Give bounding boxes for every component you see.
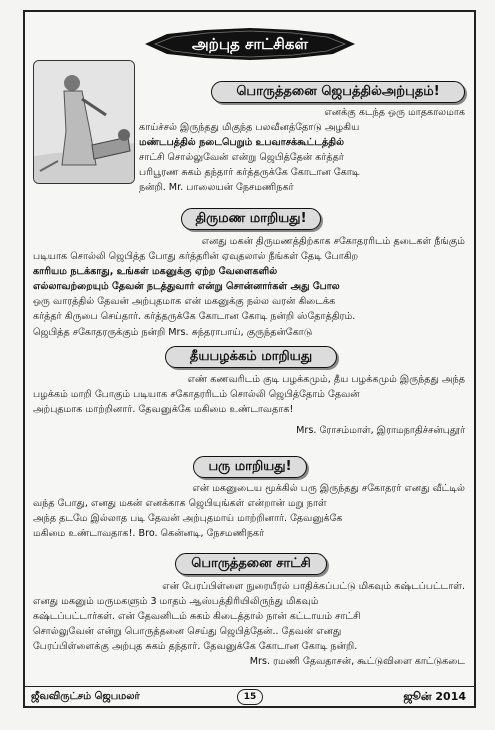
section-heading-prayer-miracle: பொருத்தனை ஜெபத்தில்அற்புதம்!: [211, 81, 465, 103]
text-line: நன்றி. Mr. பாலையன் நேசமணிநகர்: [139, 182, 294, 194]
text-line: Mrs. ரோசம்மாள், இராமநாதிச்சன்புதூர்: [296, 425, 465, 437]
text-line: அந்த தடமே இல்லாத படி தேவன் அற்புதமாய் மாற்றினார். தேவனுக்கே: [33, 513, 343, 525]
text-line: எனது மகனும் மருமகளும் 3 மாதம் ஆஸ்பத்திரியிலிருந்து மிகவும்: [33, 596, 319, 608]
banner-title: அற்புத சாட்சிகள்: [192, 35, 308, 53]
section-body-prayer-miracle: [139, 105, 465, 196]
text-line: என் பேரப்பிள்ளை நுரையீரல் பாதிக்கப்பட்டு மிகவும் கஷ்டப்பட்டாள்.: [162, 581, 465, 592]
text-line: என் மகனுடைய மூக்கில் பரு இருந்தது சகோதரர் எனது வீட்டில்: [192, 483, 465, 494]
magazine-name: ஜீவவிருட்சம் ஜெபமலர்: [31, 691, 140, 702]
page-number: 15: [237, 689, 263, 705]
text-line: சாட்சி சொல்லுவேன் என்று ஜெபித்தேன் கர்த்தர்: [139, 152, 344, 164]
text-line: பரிபூரண சுகம் தந்தார் கர்த்தருக்கே கோடான கோடி: [139, 167, 360, 179]
text-line: வந்த போது, எனது மகன் எனக்காக ஜெபியுங்கள் என்றான் மறு நாள்: [33, 498, 327, 510]
illustration-image: [33, 60, 135, 184]
section-body-vow-testimony: [33, 579, 465, 670]
text-line: கர்த்தர் கிருபை செய்தார். கர்த்தருக்கே கோடான கோடி நன்றி ஸ்தோத்திரம்.: [33, 311, 356, 323]
text-line: அற்புதமாக மாற்றினார். தேவனுக்கே மகிமை உண்டாவதாக!: [33, 404, 294, 416]
text-line: ஒரு வாரத்தில் தேவன் அற்புதமாக என் மகனுக்கு நல்ல வரன் கிடைக்க: [33, 296, 336, 308]
text-line: கஷ்டப்பட்டார்கள். என் தேவனிடம் சுகம் கிடைத்தால் நான் கட்டாயம் சாட்சி: [33, 611, 361, 623]
section-body-marriage: [33, 234, 465, 340]
section-heading-pimple: பரு மாறியது!: [193, 456, 307, 478]
page-footer: [25, 686, 474, 707]
section-body-pimple: [33, 481, 465, 541]
text-line: பழக்கம் மாறி போகும் படியாக சகோதரரிடம் சொல்லி ஜெபித்தோம் தேவன்: [33, 389, 360, 401]
text-line: படியாக சொல்லி ஜெபித்த போது கர்த்தரின் ஏவுதலால் நீங்கள் தேடி போகிற: [33, 251, 359, 263]
text-line: காய்ச்சல் இருந்தது மிகுந்த பலவீனத்தோடு அழகிய: [139, 122, 360, 134]
magazine-page: [23, 10, 476, 708]
section-heading-bad-habit: தீயபழக்கம் மாறியது: [165, 346, 337, 368]
section-body-bad-habit: [33, 372, 465, 438]
text-line: பேரப்பிள்ளைக்கு அற்புத சுகம் தந்தார். தேவனுக்கே கோடான கோடி நன்றி.: [33, 641, 358, 653]
section-heading-marriage: திருமண மாறியது!: [181, 208, 321, 230]
text-line: சொல்லுவேன் என்று பொருத்தனை செய்து ஜெபித்தேன்.. தேவன் எனது: [33, 626, 342, 638]
section-heading-vow-testimony: பொருத்தனை சாட்சி: [175, 553, 327, 575]
text-line: காரியம நடக்காது, உங்கள் மகனுக்கு ஏற்ற வேளைகளில்: [33, 266, 278, 278]
text-line: மகிமை உண்டாவதாக!. Bro. கென்னடி, நேசமணிநகர்: [33, 528, 265, 540]
text-line: ஜெபித்த சகோதரருக்கும் நன்றி Mrs. சுந்தராபாய், குருந்தன்கோடு: [33, 326, 313, 338]
text-line: எனக்கு கடந்த ஒரு மாதகாலமாக: [324, 107, 465, 118]
text-line: எல்லாவற்றையும் தேவன் நடத்துவார் என்று சொன்னார்கள் அது போல: [33, 281, 340, 293]
text-line: Mrs. ரமணி தேவதாசன், கூட்டுவிளை காட்டுகடை: [249, 656, 465, 668]
text-line: எனது மகன் திருமணத்திற்காக சகோதரரிடம் தடைகள் நீங்கும்: [201, 236, 465, 247]
issue-date: ஜூன் 2014: [403, 690, 466, 703]
text-line: மண்டபத்தில் நடைபெறும் உபவாசக்கூட்டத்தில்: [139, 137, 345, 149]
page-banner: [145, 28, 355, 60]
text-line: எண் கணவரிடம் குடி பழக்கமும், தீய பழக்கமும் இருந்தது அந்த: [187, 374, 465, 385]
